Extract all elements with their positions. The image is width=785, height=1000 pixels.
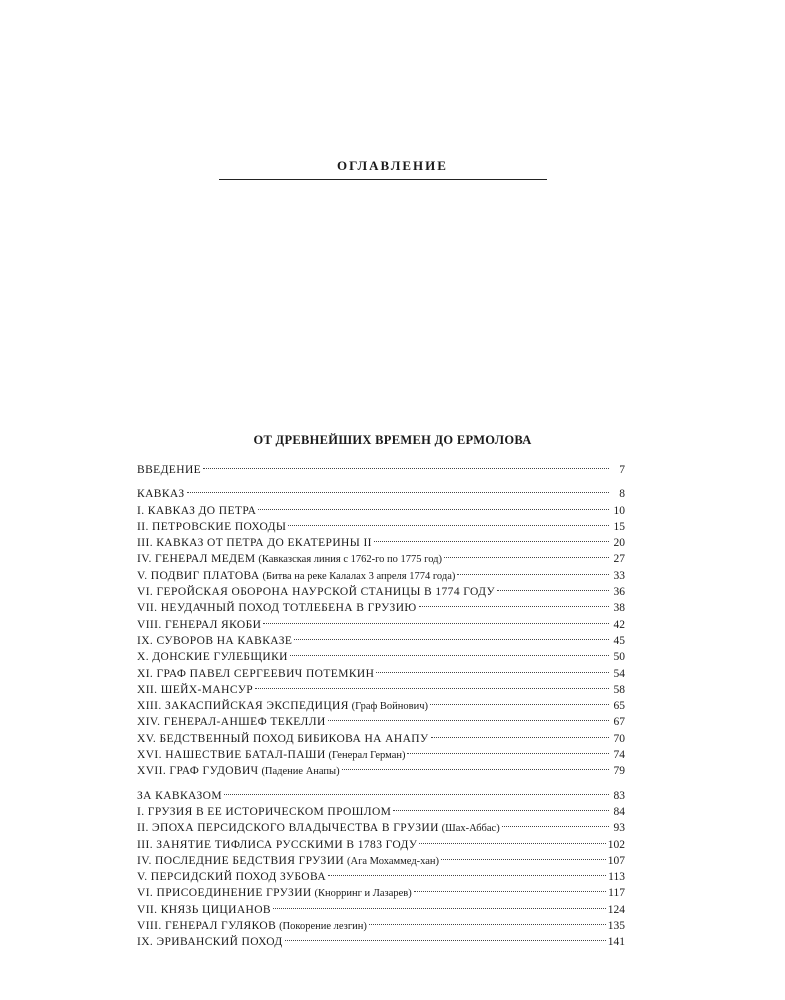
toc-entry-label (137, 666, 374, 682)
dot-leader (369, 924, 606, 925)
toc-entry[interactable] (137, 747, 625, 763)
toc-entry-title: IV. ГЕНЕРАЛ МЕДЕМ (137, 553, 256, 566)
dot-leader (273, 908, 606, 909)
toc-entry-page-number: 83 (613, 789, 625, 802)
toc-entry-label (137, 934, 283, 950)
toc-entry-label (137, 820, 500, 837)
toc-entry-page-number: 10 (613, 504, 625, 517)
dot-leader (258, 509, 609, 510)
dot-leader (328, 875, 606, 876)
toc-entry[interactable] (137, 918, 625, 934)
page-title: ОГЛАВЛЕНИЕ (337, 158, 448, 173)
toc-entry-label (137, 714, 326, 730)
dot-leader (187, 492, 610, 493)
toc-entry-subtitle: (Генерал Герман) (328, 750, 406, 762)
toc-entry[interactable] (137, 869, 625, 885)
toc-entry-title: V. ПЕРСИДСКИЙ ПОХОД ЗУБОВА (137, 871, 327, 884)
dot-leader (444, 557, 609, 558)
toc-entry-label (137, 747, 405, 764)
toc-entry-page-number: 102 (607, 838, 625, 851)
toc-entry-page-number: 70 (613, 732, 625, 745)
toc-entry-subtitle: (Кнорринг и Лазарев) (314, 888, 412, 900)
toc-entry-page-number: 113 (608, 871, 625, 884)
toc-entry[interactable] (137, 885, 625, 901)
toc-entry-label (137, 731, 429, 747)
toc-entry-title: XIV. ГЕНЕРАЛ-АНШЕФ ТЕКЕЛЛИ (137, 716, 326, 729)
dot-leader (502, 826, 609, 827)
toc-entry-label (137, 584, 495, 600)
dot-leader (290, 655, 609, 656)
toc-entry[interactable] (137, 617, 625, 633)
toc-entry[interactable] (137, 551, 625, 567)
toc-entry-label (137, 519, 286, 535)
toc-entry-label (137, 682, 253, 698)
dot-leader (203, 468, 609, 469)
toc-entry-label (137, 885, 412, 902)
toc-entry-page-number: 54 (613, 667, 625, 680)
toc-entry-label (137, 698, 428, 715)
toc-entry[interactable] (137, 698, 625, 714)
toc-entry-page-number: 93 (613, 822, 625, 835)
dot-leader (376, 672, 609, 673)
toc-entry-page-number: 8 (619, 488, 625, 501)
dot-leader (328, 720, 609, 721)
dot-leader (342, 769, 609, 770)
toc-entry-title: XVI. НАШЕСТВИЕ БАТАЛ-ПАШИ (137, 749, 326, 762)
toc-entry-title: XVII. ГРАФ ГУДОВИЧ (137, 765, 259, 778)
title-underline (219, 179, 547, 180)
dot-leader (407, 753, 609, 754)
toc-entry-title: XIII. ЗАКАСПИЙСКАЯ ЭКСПЕДИЦИЯ (137, 700, 349, 713)
dot-leader (441, 859, 606, 860)
toc-entry-subtitle: (Покорение лезгин) (279, 921, 367, 933)
dot-leader (294, 639, 609, 640)
toc-entry[interactable] (137, 788, 625, 804)
toc-entry-label (137, 788, 222, 804)
toc-entry-title: I. ГРУЗИЯ В ЕЕ ИСТОРИЧЕСКОМ ПРОШЛОМ (137, 805, 392, 818)
part-title: ОТ ДРЕВНЕЙШИХ ВРЕМЕН ДО ЕРМОЛОВА (253, 433, 532, 447)
toc-entry-page-number: 67 (613, 716, 625, 729)
toc-entry-page-number: 107 (607, 854, 625, 867)
dot-leader (419, 606, 609, 607)
toc-entry-label (137, 902, 271, 918)
toc-entry-page-number: 84 (613, 805, 625, 818)
toc-entry-title: VI. ГЕРОЙСКАЯ ОБОРОНА НАУРСКОЙ СТАНИЦЫ В 1774 ГОДУ (137, 586, 496, 599)
toc-entry-title: VII. КНЯЗЬ ЦИЦИАНОВ (137, 903, 272, 916)
toc-entry-subtitle: (Битва на реке Калалах 3 апреля 1774 года) (262, 570, 456, 582)
dot-leader (288, 525, 609, 526)
toc-entry[interactable] (137, 535, 625, 551)
toc-entry-title: XI. ГРАФ ПАВЕЛ СЕРГЕЕВИЧ ПОТЕМКИН (137, 667, 375, 680)
toc-entry-page-number: 38 (613, 602, 625, 615)
toc-entry-title: II. ЭПОХА ПЕРСИДСКОГО ВЛАДЫЧЕСТВА В ГРУЗИИ (137, 822, 439, 835)
toc-entry[interactable] (137, 584, 625, 600)
dot-leader (263, 623, 609, 624)
toc-entry-label (137, 869, 326, 885)
toc-entry[interactable] (137, 934, 625, 950)
toc-entry-label (137, 535, 372, 551)
toc-entry[interactable] (137, 666, 625, 682)
toc-entry-title: IX. СУВОРОВ НА КАВКАЗЕ (137, 634, 293, 647)
toc-entry-title: КАВКАЗ (137, 488, 185, 501)
toc-entry-title: V. ПОДВИГ ПЛАТОВА (137, 569, 260, 582)
toc-entry-title: VII. НЕУДАЧНЫЙ ПОХОД ТОТЛЕБЕНА В ГРУЗИЮ (137, 602, 417, 615)
toc-entry-page-number: 45 (613, 634, 625, 647)
toc-entry-label (137, 568, 455, 585)
toc-entry-page-number: 141 (607, 936, 625, 949)
toc-entry[interactable] (137, 649, 625, 665)
toc-entry-title: XII. ШЕЙХ-МАНСУР (137, 683, 254, 696)
toc-entry-title: XV. БЕДСТВЕННЫЙ ПОХОД БИБИКОВА НА АНАПУ (137, 732, 429, 745)
toc-entry[interactable] (137, 486, 625, 502)
toc-entry-page-number: 65 (613, 700, 625, 713)
dot-leader (497, 590, 609, 591)
toc-entry[interactable] (137, 853, 625, 869)
toc-entry[interactable] (137, 633, 625, 649)
toc-entry-page-number: 50 (613, 651, 625, 664)
dot-leader (255, 688, 609, 689)
toc-entry-title: VI. ПРИСОЕДИНЕНИЕ ГРУЗИИ (137, 887, 312, 900)
toc-entry[interactable] (137, 731, 625, 747)
toc-entry-label (137, 617, 261, 633)
toc-entry-subtitle: (Ага Мохаммед-хан) (347, 855, 440, 867)
toc-entry-title: IX. ЭРИВАНСКИЙ ПОХОД (137, 936, 283, 949)
table-of-contents (137, 462, 625, 951)
toc-entry-label (137, 633, 292, 649)
toc-entry-label (137, 918, 367, 935)
dot-leader (431, 737, 609, 738)
toc-entry-subtitle: (Граф Войнович) (351, 701, 429, 713)
toc-entry-title: X. ДОНСКИЕ ГУЛЕБЩИКИ (137, 651, 288, 664)
toc-entry-page-number: 79 (613, 765, 625, 778)
toc-entry[interactable] (137, 714, 625, 730)
toc-entry-page-number: 58 (613, 683, 625, 696)
toc-entry-label (137, 853, 439, 870)
toc-entry[interactable] (137, 519, 625, 535)
toc-entry[interactable] (137, 503, 625, 519)
toc-entry-subtitle: (Шах-Аббас) (441, 823, 500, 835)
toc-entry[interactable] (137, 837, 625, 853)
toc-entry[interactable] (137, 902, 625, 918)
toc-entry-page-number: 15 (613, 520, 625, 533)
toc-entry-label (137, 763, 340, 780)
dot-leader (285, 940, 606, 941)
toc-entry-page-number: 117 (608, 887, 625, 900)
toc-entry-label (137, 503, 256, 519)
toc-entry-title: IV. ПОСЛЕДНИЕ БЕДСТВИЯ ГРУЗИИ (137, 854, 345, 867)
toc-entry-subtitle: (Кавказская линия с 1762-го по 1775 год) (258, 554, 442, 566)
toc-entry[interactable] (137, 804, 625, 820)
toc-entry-page-number: 135 (607, 920, 625, 933)
toc-entry-title: III. КАВКАЗ ОТ ПЕТРА ДО ЕКАТЕРИНЫ II (137, 537, 372, 550)
dot-leader (419, 843, 605, 844)
dot-leader (374, 541, 609, 542)
dot-leader (430, 704, 609, 705)
toc-entry-label (137, 804, 391, 820)
toc-entry-title: ЗА КАВКАЗОМ (137, 789, 222, 802)
toc-entry[interactable] (137, 600, 625, 616)
toc-entry-page-number: 42 (613, 618, 625, 631)
toc-entry[interactable] (137, 568, 625, 584)
toc-entry-label (137, 600, 417, 616)
toc-entry[interactable] (137, 682, 625, 698)
toc-entry-subtitle: (Падение Анапы) (261, 766, 340, 778)
toc-entry-title: ВВЕДЕНИЕ (137, 464, 202, 476)
toc-entry-page-number: 36 (613, 586, 625, 599)
toc-entry-title: VIII. ГЕНЕРАЛ ЯКОБИ (137, 618, 262, 631)
toc-entry-title: II. ПЕТРОВСКИЕ ПОХОДЫ (137, 520, 287, 533)
dot-leader (224, 794, 609, 795)
toc-entry-label (137, 486, 185, 502)
toc-entry-page-number: 7 (619, 464, 625, 476)
toc-entry[interactable] (137, 462, 625, 478)
toc-entry[interactable] (137, 763, 625, 779)
toc-entry-title: VIII. ГЕНЕРАЛ ГУЛЯКОВ (137, 920, 277, 933)
toc-entry-title: III. ЗАНЯТИЕ ТИФЛИСА РУССКИМИ В 1783 ГОДУ (137, 838, 418, 851)
toc-entry-label (137, 837, 417, 853)
toc-entry-page-number: 20 (613, 537, 625, 550)
dot-leader (414, 891, 606, 892)
toc-entry-page-number: 124 (607, 903, 625, 916)
toc-entry-label (137, 462, 201, 478)
dot-leader (457, 574, 609, 575)
dot-leader (393, 810, 609, 811)
toc-entry-title: I. КАВКАЗ ДО ПЕТРА (137, 504, 257, 517)
toc-entry-page-number: 33 (613, 569, 625, 582)
toc-entry-page-number: 27 (613, 553, 625, 566)
toc-entry-page-number: 74 (613, 749, 625, 762)
toc-entry-label (137, 551, 442, 568)
toc-entry-label (137, 649, 288, 665)
toc-entry[interactable] (137, 820, 625, 836)
